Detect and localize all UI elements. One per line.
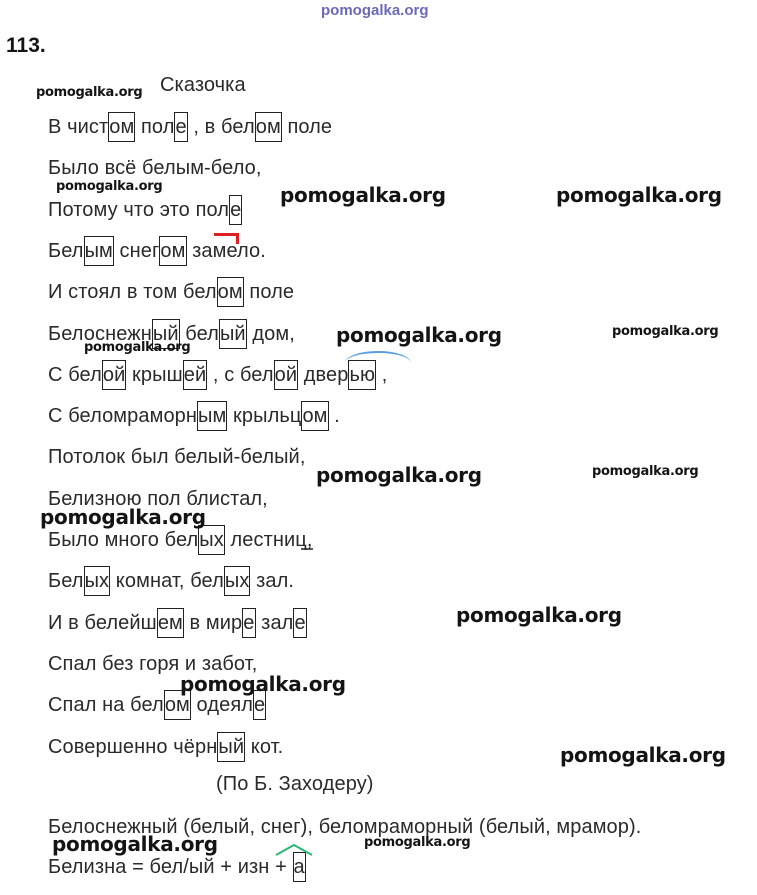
ending-box: ым [84, 236, 114, 266]
exercise-number: 113. [6, 34, 46, 57]
ending-box: е [253, 690, 266, 720]
line-text: Спал на бел [48, 694, 164, 716]
watermark: pomogalka.org [280, 183, 446, 207]
watermark: pomogalka.org [36, 85, 143, 100]
watermark: pomogalka.org [316, 463, 482, 487]
watermark: pomogalka.org [180, 672, 346, 696]
suffix-mark-green [274, 843, 314, 857]
poem-line [48, 445, 306, 469]
watermark: pomogalka.org [364, 835, 471, 850]
ending-box: ей [183, 360, 208, 390]
line-text: , в бел [187, 116, 255, 138]
watermark: pomogalka.org [84, 340, 191, 355]
line-text: Совершенно чёрн [48, 736, 218, 758]
ending-box: ых [224, 566, 251, 596]
line-text: крыльц [227, 405, 302, 427]
poem-line [48, 198, 242, 222]
analysis-suffix: изн [237, 856, 270, 878]
ending-box: ью [348, 360, 376, 390]
watermark: pomogalka.org [336, 323, 502, 347]
analysis-ending: а [293, 852, 306, 882]
ending-box: ым [197, 401, 227, 431]
line-text: , [376, 364, 388, 386]
poem-line [48, 735, 283, 759]
poem-line [48, 569, 294, 593]
line-text: Потолок был белый-белый, [48, 446, 306, 468]
underline-mark [300, 546, 314, 552]
line-text: И стоял в том бел [48, 281, 217, 303]
analysis-prefix: Белизна = бел/ый + [48, 856, 238, 878]
poem-line [48, 611, 307, 635]
poem-line [48, 528, 313, 552]
compound-note: Белоснежный (белый, снег), беломраморный (белый, мрамор). [48, 816, 642, 838]
line-text: Потому что это пол [48, 199, 230, 221]
poem-line [48, 156, 262, 180]
ending-box: ом [164, 690, 191, 720]
poem-title: Сказочка [160, 74, 246, 96]
ending-box: ых [84, 566, 111, 596]
ending-box: ый [217, 732, 245, 762]
watermark-top: pomogalka.org [321, 2, 429, 19]
poem-line [48, 693, 266, 717]
line-text: зал. [250, 570, 295, 592]
watermark: pomogalka.org [456, 603, 622, 627]
ending-box: е [293, 608, 306, 638]
line-text: лестниц, [224, 529, 313, 551]
line-text: Белоснежн [48, 323, 152, 345]
watermark: pomogalka.org [612, 324, 719, 339]
watermark: pomogalka.org [592, 464, 699, 479]
line-text: зал [255, 612, 294, 634]
line-text: С беломраморн [48, 405, 198, 427]
line-text: Спал без горя и забот, [48, 653, 258, 675]
ending-box: ом [159, 236, 186, 266]
line-text: дом, [246, 323, 295, 345]
watermark: pomogalka.org [556, 183, 722, 207]
ending-box: ых [198, 525, 225, 555]
line-text: бел [179, 323, 219, 345]
ending-box: ый [219, 319, 247, 349]
line-text: С бел [48, 364, 102, 386]
ending-box: ом [108, 112, 135, 142]
ending-box: ый [152, 319, 180, 349]
line-text: одеял [190, 694, 254, 716]
ending-box: ом [301, 401, 328, 431]
line-text: кот. [245, 736, 284, 758]
ending-box: ем [157, 608, 184, 638]
line-text: , с бел [207, 364, 274, 386]
line-text: . [328, 405, 340, 427]
line-text: пол [135, 116, 175, 138]
line-text: В чист [48, 116, 109, 138]
analysis-join: + [269, 856, 293, 878]
line-text: комнат, бел [110, 570, 224, 592]
line-text: крыш [126, 364, 183, 386]
ending-box: е [242, 608, 255, 638]
line-text: замело. [186, 240, 266, 262]
watermark: pomogalka.org [56, 179, 163, 194]
root-mark-red [214, 233, 239, 244]
attribution: (По Б. Заходеру) [216, 773, 374, 795]
ending-box: ом [255, 112, 282, 142]
line-text: двер [298, 364, 349, 386]
poem-line [48, 404, 340, 428]
ending-box: е [174, 112, 187, 142]
line-text: Бел [48, 570, 84, 592]
line-text: Бел [48, 240, 84, 262]
line-text: Белизною пол блистал, [48, 488, 268, 510]
line-text: И в белейш [48, 612, 157, 634]
poem-line [48, 363, 387, 387]
ending-box: е [229, 195, 242, 225]
line-text: снег [113, 240, 160, 262]
poem-line [48, 280, 294, 304]
poem-line [48, 115, 332, 139]
line-text: Было всё белым-бело, [48, 157, 262, 179]
root-arc-mark [345, 351, 411, 363]
ending-box: ой [274, 360, 299, 390]
watermark: pomogalka.org [560, 743, 726, 767]
ending-box: ом [217, 277, 244, 307]
line-text: Было много бел [48, 529, 199, 551]
line-text: поле [243, 281, 295, 303]
ending-box: ой [102, 360, 127, 390]
word-analysis [48, 855, 306, 879]
watermark: pomogalka.org [52, 832, 218, 856]
line-text: поле [281, 116, 333, 138]
watermark: pomogalka.org [40, 505, 206, 529]
line-text: в мир [183, 612, 243, 634]
